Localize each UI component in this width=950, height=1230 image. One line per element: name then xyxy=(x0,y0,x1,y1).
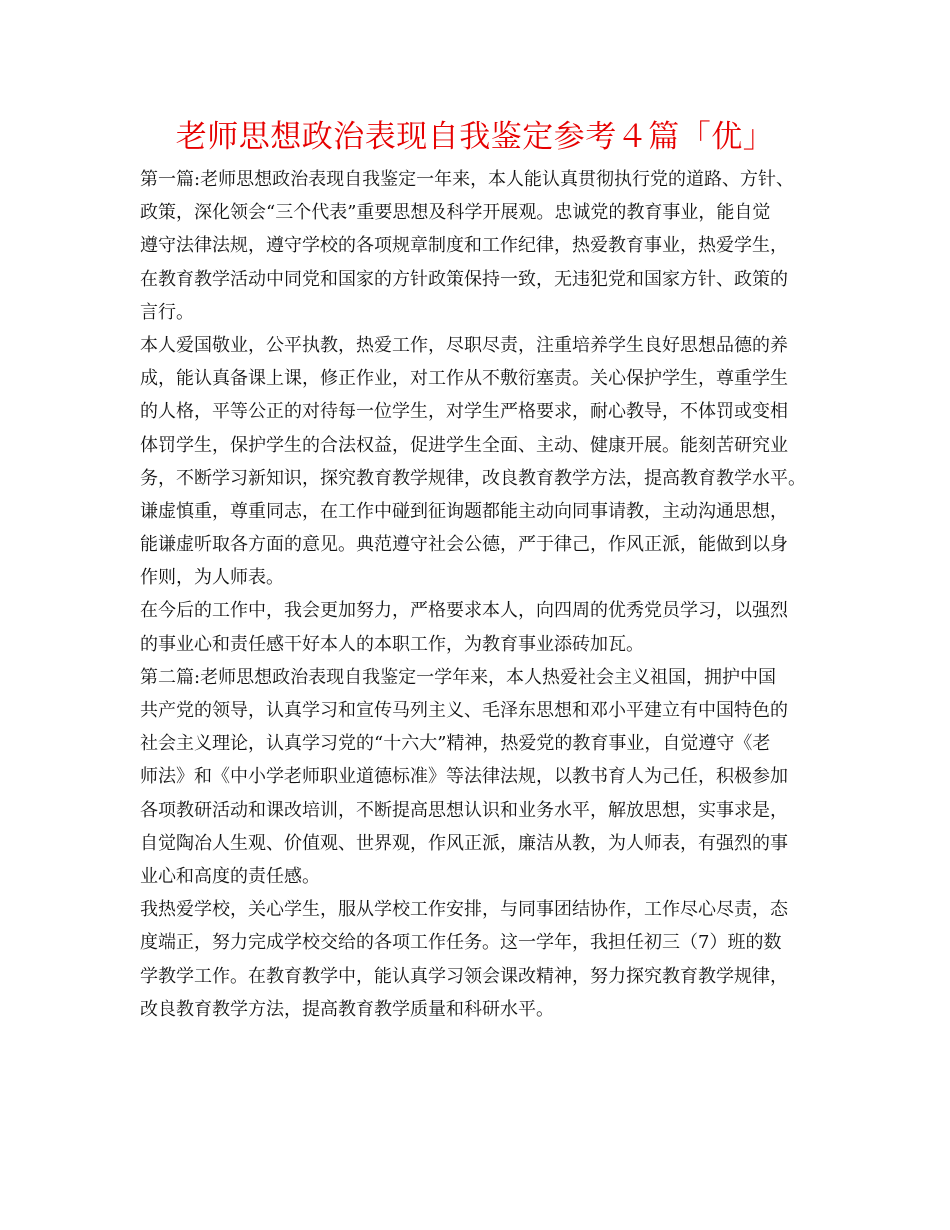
text-line: 各项教研活动和课改培训，不断提高思想认识和业务水平，解放思想，实事求是， xyxy=(140,799,788,821)
text-line: 能谦虚听取各方面的意见。典范遵守社会公德，严于律己，作风正派，能做到以身 xyxy=(140,534,788,556)
text-line: 作则，为人师表。 xyxy=(140,567,284,589)
text-line: 第一篇:老师思想政治表现自我鉴定一年来，本人能认真贯彻执行党的道路、方针、 xyxy=(140,169,795,190)
text-line: 学教学工作。在教育教学中，能认真学习领会课改精神，努力探究教育教学规律， xyxy=(140,965,788,987)
text-line: 在教育教学活动中同党和国家的方针政策保持一致，无违犯党和国家方针、政策的 xyxy=(140,268,788,290)
text-line: 我热爱学校，关心学生，服从学校工作安排，与同事团结协作，工作尽心尽责，态 xyxy=(140,899,788,921)
text-line: 本人爱国敬业，公平执教，热爱工作，尽职尽责，注重培养学生良好思想品德的养 xyxy=(140,334,788,356)
text-line: 社会主义理论，认真学习党的“十六大”精神，热爱党的教育事业，自觉遵守《老 xyxy=(140,733,771,755)
text-line: 改良教育教学方法，提高教育教学质量和科研水平。 xyxy=(140,998,554,1020)
document-title: 老师思想政治表现自我鉴定参考４篇「优」 xyxy=(175,119,775,155)
text-line: 自觉陶冶人生观、价值观、世界观，作风正派，廉洁从教，为人师表，有强烈的事 xyxy=(140,832,788,854)
text-line: 成，能认真备课上课，修正作业，对工作从不敷衍塞责。关心保护学生，尊重学生 xyxy=(140,368,788,390)
text-line: 度端正，努力完成学校交给的各项工作任务。这一学年，我担任初三（7）班的数 xyxy=(140,932,782,954)
document-body xyxy=(140,163,830,1026)
text-line: 遵守法律法规，遵守学校的各项规章制度和工作纪律，热爱教育事业，热爱学生， xyxy=(140,235,788,257)
text-line: 的人格，平等公正的对待每一位学生，对学生严格要求，耐心教导，不体罚或变相 xyxy=(140,401,788,423)
text-line: 政策，深化领会“三个代表”重要思想及科学开展观。忠诚党的教育事业，能自觉 xyxy=(140,202,771,224)
text-line: 第二篇:老师思想政治表现自我鉴定一学年来，本人热爱社会主义祖国，拥护中国 xyxy=(140,666,777,688)
text-line: 在今后的工作中，我会更加努力，严格要求本人，向四周的优秀党员学习，以强烈 xyxy=(140,600,788,622)
text-line: 谦虚慎重，尊重同志，在工作中碰到征询题都能主动向同事请教，主动沟通思想， xyxy=(140,500,788,522)
text-line: 务，不断学习新知识，探究教育教学规律，改良教育教学方法，提高教育教学水平。 xyxy=(140,467,806,489)
text-line: 共产党的领导，认真学习和宣传马列主义、毛泽东思想和邓小平建立有中国特色的 xyxy=(140,700,788,721)
text-line: 师法》和《中小学老师职业道德标准》等法律法规，以教书育人为己任，积极参加 xyxy=(140,766,788,788)
text-line: 言行。 xyxy=(140,301,194,323)
text-line: 的事业心和责任感干好本人的本职工作，为教育事业添砖加瓦。 xyxy=(140,633,644,655)
text-line: 业心和高度的责任感。 xyxy=(140,865,320,887)
text-line: 体罚学生，保护学生的合法权益，促进学生全面、主动、健康开展。能刻苦研究业 xyxy=(140,434,788,456)
